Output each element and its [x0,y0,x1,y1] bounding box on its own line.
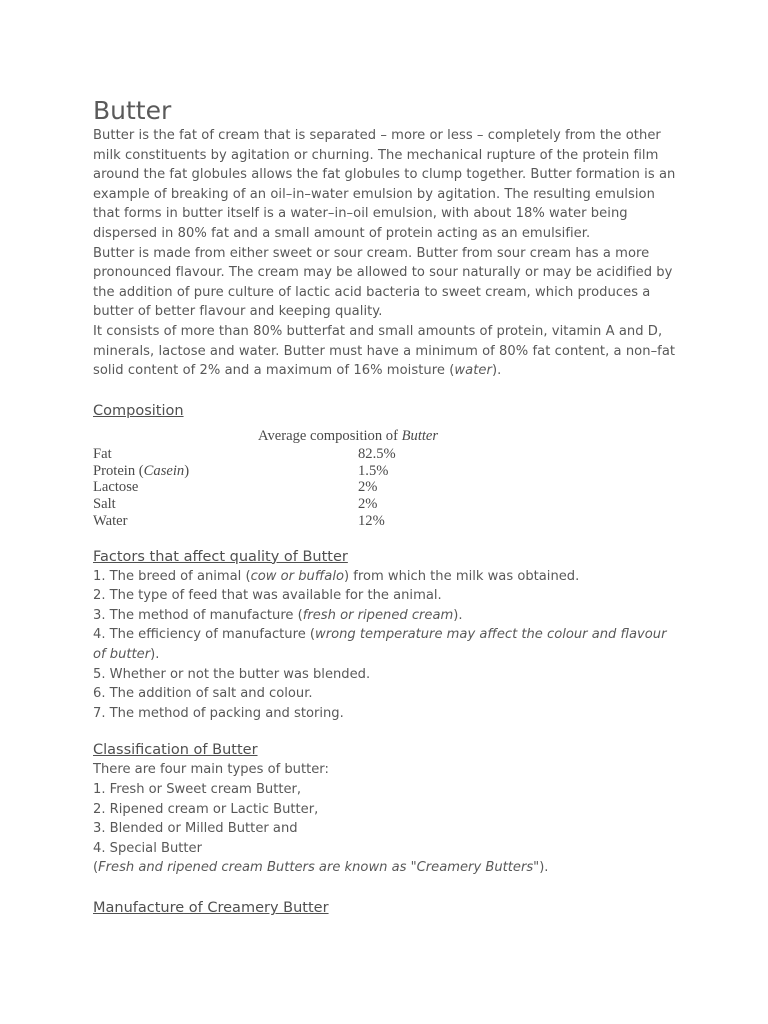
intro-p3-text: It consists of more than 80% butterfat and small amounts of protein, vitamin A and D, minerals, lactose and water. Butter must have a minimum of 80% fat content, a non–fat solid content of 2% and a maximum of 16% moisture ( [93,323,676,379]
note-end: ). [539,860,549,876]
row-name-end: ) [184,462,190,479]
item-end: ). [453,607,463,623]
composition-heading: Composition [93,402,184,419]
intro-paragraph-2: Butter is made from either sweet or sour cream. Butter from sour cream has a more pronounced flavour. The cream may be allowed to sour naturally or may be acidified by the addition of pure culture of lactic acid bacteria to sweet cream, which produces a butter of better flavour and keeping quality. [93,245,673,320]
row-name-emphasis: Casein [143,462,185,479]
classification-section [93,740,683,878]
table-row [93,479,683,496]
intro-p3-emphasis: water [454,363,492,379]
classification-heading: Classification of Butter [93,742,258,759]
caption-emphasis: Butter [401,427,439,444]
row-name-text: Protein ( [93,462,144,479]
list-item: 3. Blended or Milled Butter and [93,821,298,837]
table-row [93,463,683,480]
intro-section [93,126,683,381]
document-page [93,96,683,918]
item-text: 3. The method of manufacture ( [93,607,303,623]
caption-text: Average composition of [258,427,402,444]
intro-paragraph-3 [93,322,683,381]
composition-caption [93,428,683,446]
list-item: 4. Special Butter [93,840,202,856]
table-row [93,513,683,530]
classification-list [93,760,683,878]
manufacture-heading: Manufacture of Creamery Butter [93,900,329,917]
list-item [93,567,683,587]
item-end: ) from which the milk was obtained. [343,568,580,584]
factors-list [93,567,683,724]
item-emphasis: fresh or ripened cream [302,607,454,623]
list-item: 7. The method of packing and storing. [93,705,344,721]
factors-section [93,547,683,724]
classification-note [93,858,683,878]
row-value: 2% [358,479,378,496]
list-item [93,625,683,664]
row-value: 12% [358,512,385,529]
table-row [93,496,683,513]
list-item [93,606,683,626]
item-emphasis: wrong temperature may affect the colour and flavour of butter [93,627,667,663]
table-row [93,446,683,463]
item-text: 4. The efficiency of manufacture ( [93,627,316,643]
list-lead: There are four main types of butter: [93,762,329,778]
note-text: ( [93,860,99,876]
page-title: Butter [93,96,172,125]
item-emphasis: cow or buffalo [250,568,344,584]
list-item: 2. Ripened cream or Lactic Butter, [93,801,319,817]
intro-paragraph-1: Butter is the fat of cream that is separated – more or less – completely from the other milk constituents by agitation or churning. The mechanical rupture of the protein film around the fat globules allows the fat globules to clump together. Butter formation is an example of breaking of an oil–in–water emulsion by agitation. The resulting emulsion that forms in butter itself is a water–in–oil emulsion, with about 18% water being dispersed in 80% fat and a small amount of protein acting as an emulsifier. [93,128,676,241]
row-name [93,463,358,480]
list-item: 6. The addition of salt and colour. [93,686,313,702]
note-emphasis: Fresh and ripened cream Butters are known as "Creamery Butters" [98,860,540,876]
item-text: 1. The breed of animal ( [93,568,251,584]
row-name: Salt [93,496,116,513]
list-item: 1. Fresh or Sweet cream Butter, [93,782,302,798]
row-value: 2% [358,496,378,513]
factors-heading: Factors that affect quality of Butter [93,548,348,565]
intro-p3-end: ). [491,363,502,379]
row-value: 1.5% [358,462,389,479]
list-item: 5. Whether or not the butter was blended. [93,666,371,682]
row-name: Fat [93,445,112,462]
composition-table [93,428,683,530]
row-value: 82.5% [358,445,396,462]
row-name: Water [93,512,128,529]
row-name: Lactose [93,479,139,496]
item-end: ). [150,647,160,663]
list-item: 2. The type of feed that was available for the animal. [93,588,442,604]
